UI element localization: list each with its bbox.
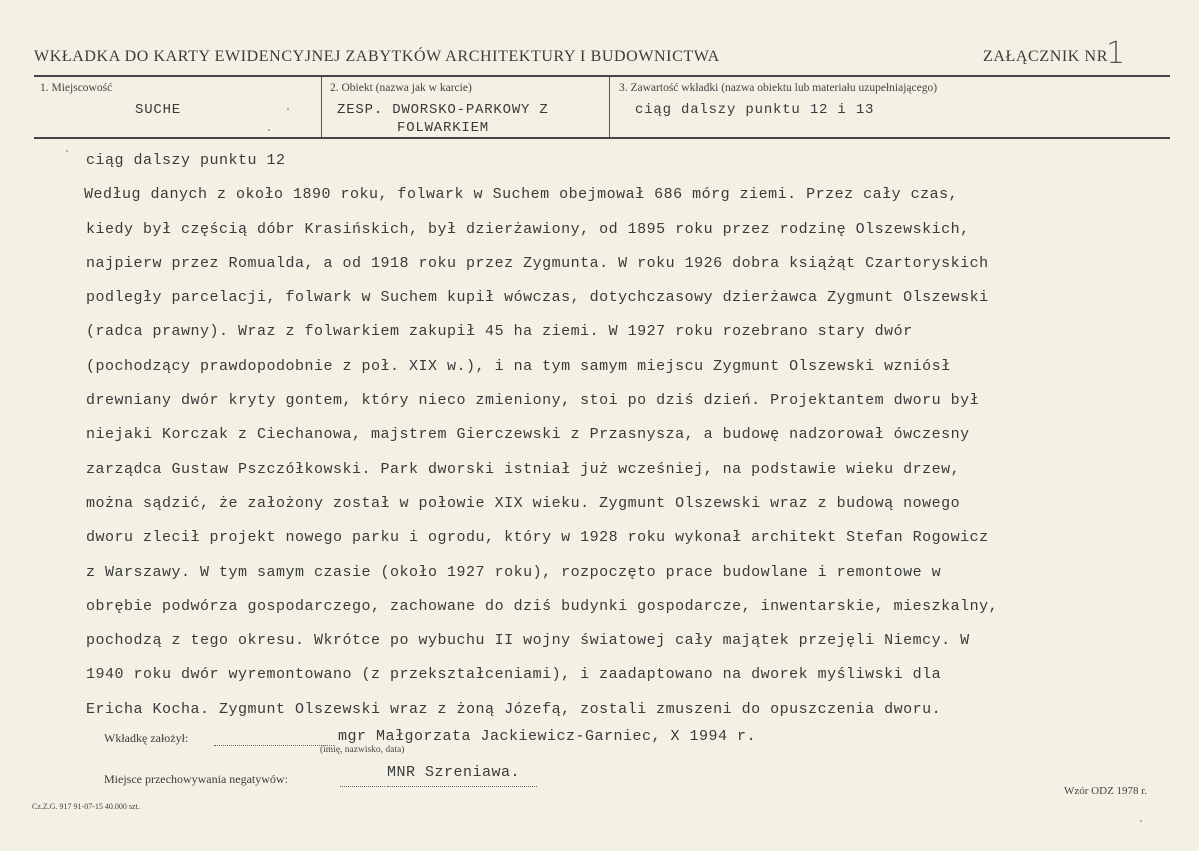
template-code: Wzór ODZ 1978 r. xyxy=(1064,785,1148,797)
body-text xyxy=(86,144,1086,727)
contents-value: ciąg dalszy punktu 12 i 13 xyxy=(635,102,875,118)
print-info: Cz.Z.G. 917 91-07-15 40.000 szt. xyxy=(32,802,140,811)
body-line: obrębie podwórza gospodarczego, zachowane do dziś budynki gospodarcze, inwentarskie, mieszkalny, xyxy=(86,597,999,615)
body-line: Według danych z około 1890 roku, folwark w Suchem obejmował 686 mórg ziemi. Przez cały czas, xyxy=(84,186,959,204)
compiled-by-value: mgr Małgorzata Jackiewicz-Garniec, X 1994 r. xyxy=(338,728,757,745)
storage-label: Miejsce przechowywania negatywów: xyxy=(104,772,288,786)
body-line: drewniany dwór kryty gontem, który nieco zmieniony, stoi po dziś dzień. Projektantem dworu był xyxy=(86,392,980,410)
compiled-by-hint: (imię, nazwisko, data) xyxy=(320,745,405,755)
body-line: można sądzić, że założony został w połowie XIX wieku. Zygmunt Olszewski wraz z budową nowego xyxy=(86,494,961,512)
field-divider-1 xyxy=(321,77,322,137)
form-title: WKŁADKA DO KARTY EWIDENCYJNEJ ZABYTKÓW ARCHITEKTURY I BUDOWNICTWA xyxy=(34,48,720,65)
compiled-by-dotline xyxy=(214,745,334,746)
attachment-number: 1 xyxy=(1106,36,1126,71)
body-line: z Warszawy. W tym samym czasie (około 1927 roku), rozpoczęto prace budowlane i remontowe w xyxy=(86,563,942,581)
top-rule xyxy=(34,75,1170,77)
object-value-line2: FOLWARKIEM xyxy=(397,120,490,136)
body-line: zarządca Gustaw Pszczółkowski. Park dworski istniał już wcześniej, na podstawie wieku drzew, xyxy=(86,460,961,478)
paper-speck xyxy=(66,150,68,152)
body-line: ciąg dalszy punktu 12 xyxy=(86,152,286,169)
field-divider-2 xyxy=(609,77,610,137)
body-line: 1940 roku dwór wyremontowano (z przekształceniami), i zaadaptowano na dworek myśliwski dla xyxy=(86,666,942,684)
location-value: SUCHE xyxy=(135,102,182,118)
middle-rule xyxy=(34,137,1170,139)
body-line: podległy parcelacji, folwark w Suchem kupił wówczas, dotychczasowy dzierżawca Zygmunt Olszewski xyxy=(86,289,989,307)
paper-speck xyxy=(1140,820,1142,822)
paper-speck xyxy=(268,129,270,131)
object-value-line1: ZESP. DWORSKO-PARKOWY Z xyxy=(337,102,549,118)
storage-dotline-left xyxy=(340,786,385,787)
body-line: dworu zlecił projekt nowego parku i ogrodu, który w 1928 roku wykonał architekt Stefan Rogowicz xyxy=(86,529,989,547)
storage-value: MNR Szreniawa. xyxy=(387,764,521,781)
paper-speck xyxy=(287,108,289,110)
body-line: niejaki Korczak z Ciechanowa, majstrem Gierczewski z Przasnysza, a budowę nadzorował ówczesny xyxy=(86,426,970,444)
body-line: najpierw przez Romualda, a od 1918 roku przez Zygmunta. W roku 1926 dobra książąt Czartoryskich xyxy=(86,254,989,272)
body-line: Ericha Kocha. Zygmunt Olszewski wraz z żoną Józefą, zostali zmuszeni do opuszczenia dworu. xyxy=(86,700,942,718)
storage-underline xyxy=(387,786,537,787)
compiled-by-label: Wkładkę założył: xyxy=(104,731,189,745)
body-line: kiedy był częścią dóbr Krasińskich, był dzierżawiony, od 1895 roku przez rodzinę Olszewskich, xyxy=(86,220,970,238)
contents-label: 3. Zawartość wkładki (nazwa obiektu lub materiału uzupełniającego) xyxy=(619,82,938,94)
body-line: (pochodzący prawdopodobnie z poł. XIX w.), i na tym samym miejscu Zygmunt Olszewski wzniósł xyxy=(86,357,951,375)
object-label: 2. Obiekt (nazwa jak w karcie) xyxy=(330,82,472,94)
body-line: pochodzą z tego okresu. Wkrótce po wybuchu II wojny światowej cały majątek przejęli Niemcy. W xyxy=(86,632,970,650)
location-label: 1. Miejscowość xyxy=(40,82,113,94)
attachment-label: ZAŁĄCZNIK NR xyxy=(983,48,1108,65)
body-line: (radca prawny). Wraz z folwarkiem zakupił 45 ha ziemi. W 1927 roku rozebrano stary dwór xyxy=(86,323,913,341)
